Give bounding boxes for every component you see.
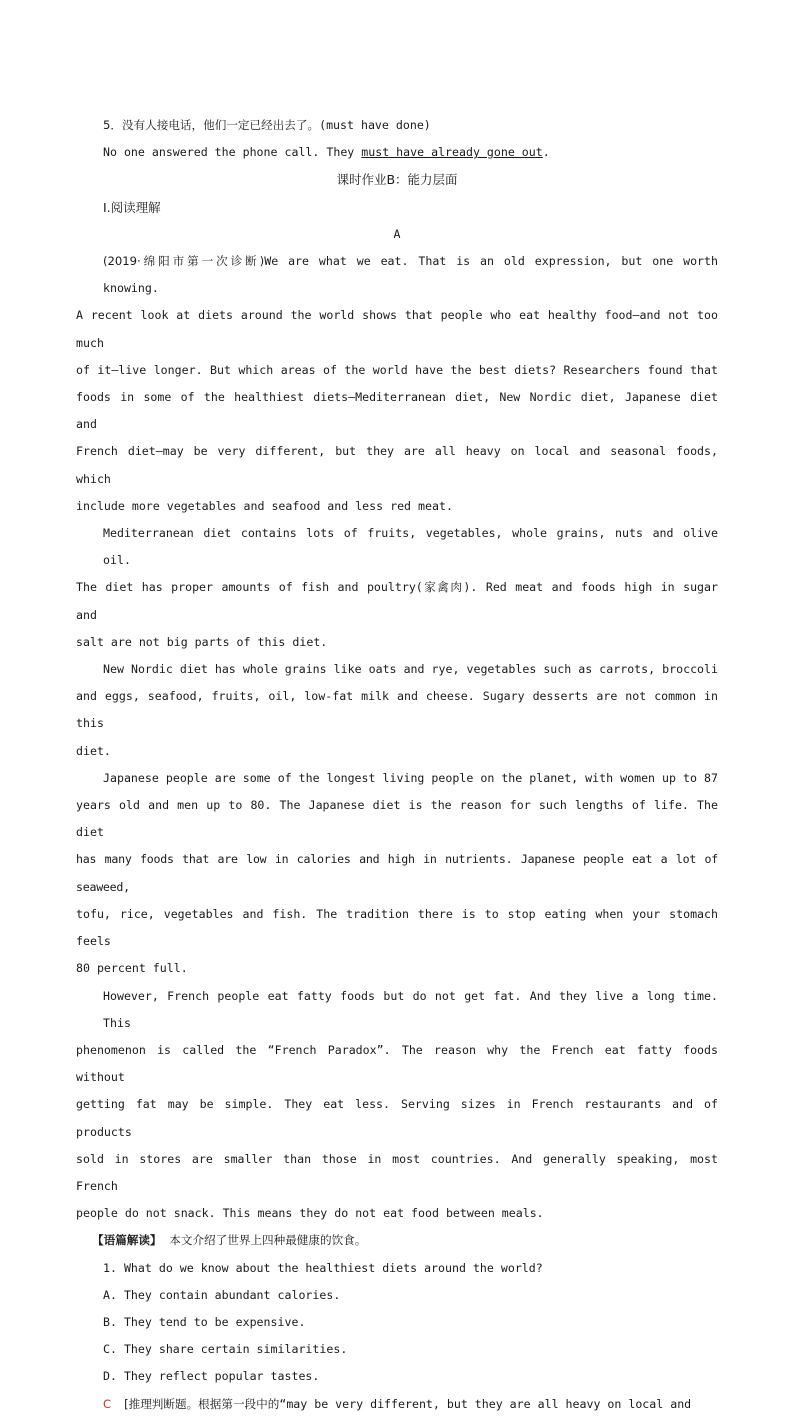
- structure-hint: (must have done): [319, 118, 431, 132]
- passage-line: (2019·绵阳市第一次诊断)We are what we eat. That is an old expression, but one worth knowing.: [103, 254, 718, 296]
- passage-line: getting fat may be simple. They eat less. Serving sizes in French restaurants and of products: [76, 1097, 718, 1139]
- passage-line: 80 percent full.: [76, 961, 188, 976]
- item-number: 5．: [103, 118, 122, 132]
- summary-label: 【语篇解读】: [92, 1233, 162, 1248]
- chinese-sentence: 没有人接电话，他们一定已经出去了。: [121, 118, 320, 132]
- passage-line: include more vegetables and seafood and less red meat.: [76, 498, 453, 513]
- passage-line: Mediterranean diet contains lots of fruits, vegetables, whole grains, nuts and olive oil.: [103, 526, 718, 568]
- translation-item-5: [76, 112, 718, 139]
- answer-suffix: .: [542, 145, 550, 160]
- part-heading: Ⅰ.阅读理解: [103, 199, 161, 215]
- passage-line: New Nordic diet has whole grains like oats and rye, vegetables such as carrots, broccoli: [103, 662, 718, 677]
- section-title: 课时作业B：能力层面: [336, 172, 458, 188]
- passage-source: (2019·绵阳市第一次诊断): [103, 254, 265, 269]
- passage-line: of it—live longer. But which areas of the world have the best diets? Researchers found that: [76, 362, 718, 377]
- passage-line: Japanese people are some of the longest living people on the planet, with women up to 87: [103, 770, 718, 785]
- explanation-cn: [推理判断题。根据第一段中的: [124, 1396, 280, 1411]
- passage-line: people do not snack. This means they do not eat food between meals.: [76, 1206, 544, 1221]
- explanation-quote: “may be very different, but they are all heavy on local and: [279, 1396, 692, 1411]
- passage-label: A: [393, 226, 401, 241]
- document-page: [76, 112, 718, 1418]
- answer-underlined: must have already gone out: [361, 145, 543, 160]
- passage-line: has many foods that are low in calories and high in nutrients. Japanese people eat a lot of seaweed,: [76, 852, 718, 894]
- option-b: B. They tend to be expensive.: [103, 1314, 306, 1329]
- answer-letter: C: [103, 1396, 112, 1411]
- option-c: C. They share certain similarities.: [103, 1342, 348, 1357]
- passage-line: and eggs, seafood, fruits, oil, low-fat milk and cheese. Sugary desserts are not common in this: [76, 689, 718, 731]
- passage-line: foods in some of the healthiest diets—Mediterranean diet, New Nordic diet, Japanese diet and: [76, 390, 718, 432]
- option-a: A. They contain abundant calories.: [103, 1287, 341, 1302]
- passage-line: diet.: [76, 743, 111, 758]
- translation-answer: [76, 139, 718, 166]
- answer-explanation: [76, 1391, 718, 1418]
- passage-line: The diet has proper amounts of fish and poultry(家禽肉). Red meat and foods high in sugar and: [76, 580, 718, 622]
- passage-line: However, French people eat fatty foods but do not get fat. And they live a long time. This: [103, 988, 718, 1030]
- passage-line: A recent look at diets around the world shows that people who eat healthy food—and not too much: [76, 308, 718, 350]
- passage-line: salt are not big parts of this diet.: [76, 634, 328, 649]
- passage-summary: [76, 1227, 718, 1254]
- passage-line: French diet—may be very different, but they are all heavy on local and seasonal foods, which: [76, 444, 718, 486]
- option-d: D. They reflect popular tastes.: [103, 1369, 320, 1384]
- passage-line: sold in stores are smaller than those in most countries. And generally speaking, most French: [76, 1151, 718, 1193]
- passage-line: phenomenon is called the “French Paradox”. The reason why the French eat fatty foods without: [76, 1042, 718, 1085]
- summary-text: 本文介绍了世界上四种最健康的饮食。: [169, 1233, 367, 1248]
- passage-line: tofu, rice, vegetables and fish. The tradition there is to stop eating when your stomach feels: [76, 906, 718, 949]
- passage-line: years old and men up to 80. The Japanese diet is the reason for such lengths of life. The diet: [76, 798, 718, 840]
- question-stem: 1. What do we know about the healthiest diets around the world?: [103, 1260, 543, 1275]
- answer-prefix: No one answered the phone call. They: [103, 145, 362, 160]
